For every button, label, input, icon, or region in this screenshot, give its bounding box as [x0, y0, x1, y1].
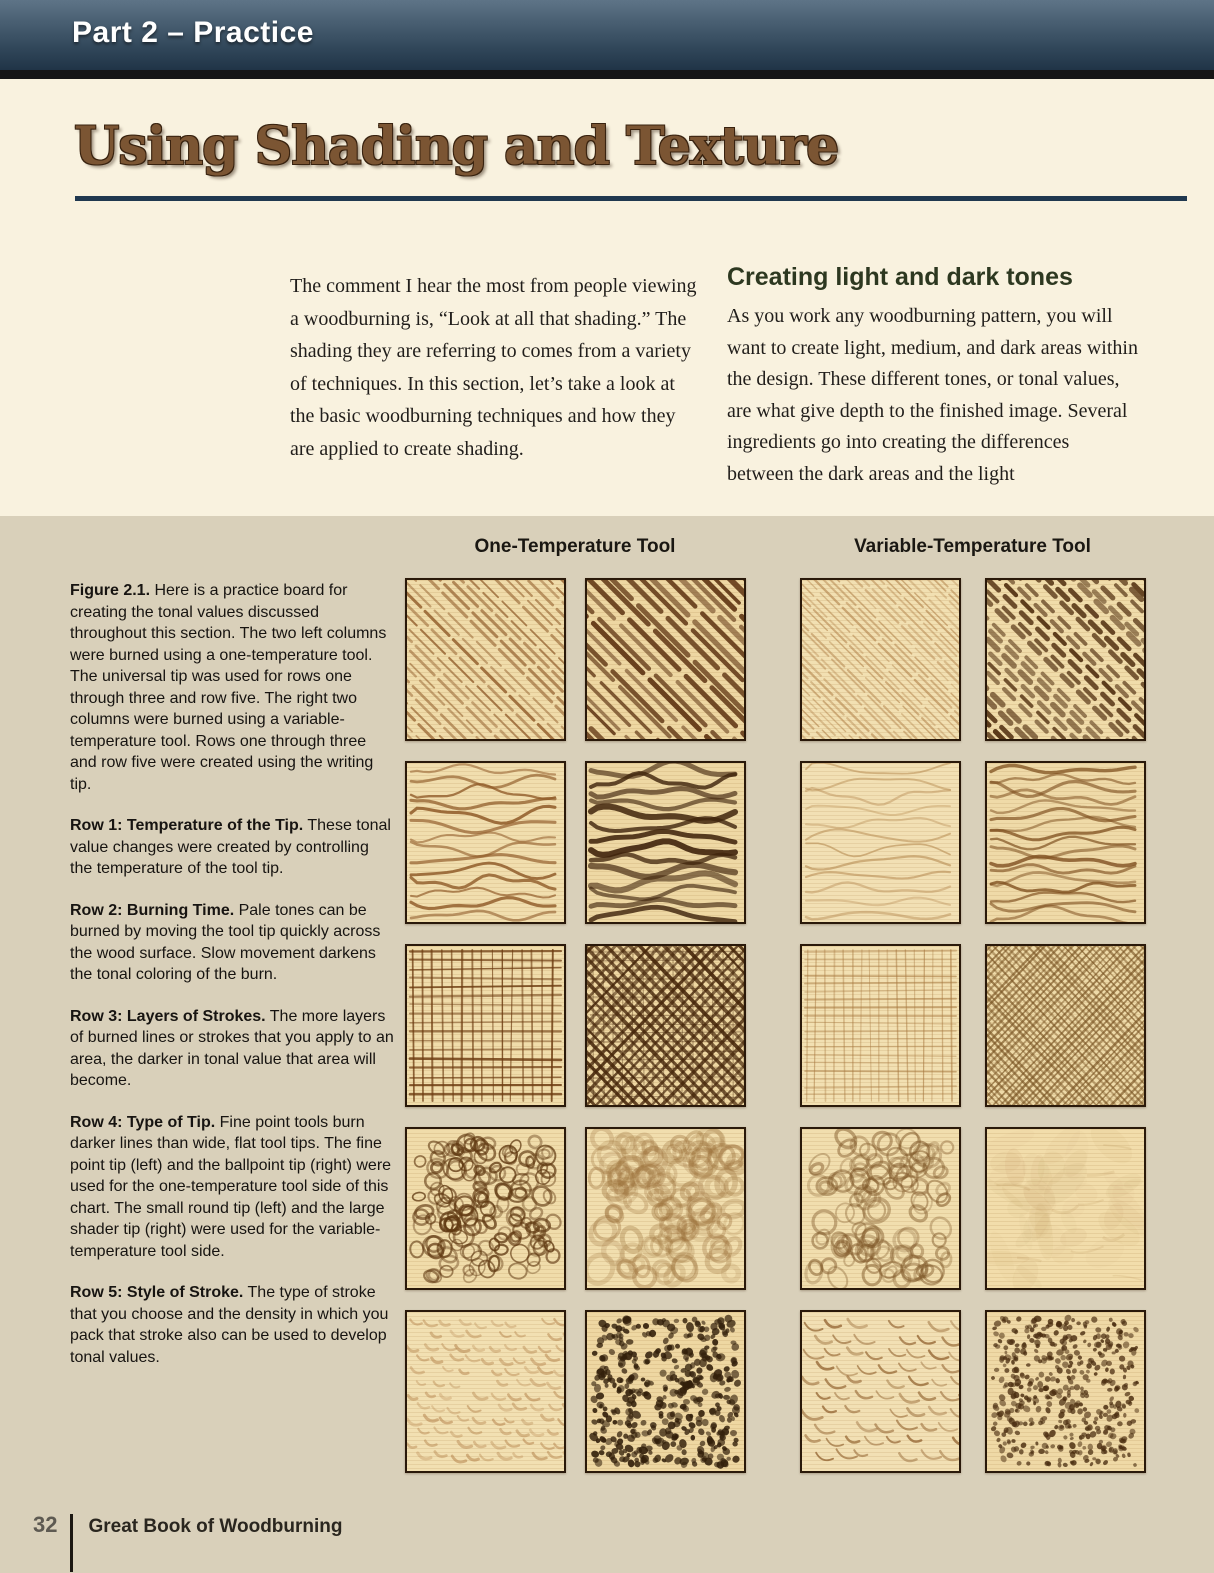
row-note-2	[70, 900, 395, 986]
figure-caption-text: Here is a practice board for creating the tonal values discussed throughout this section. The two left columns were burned using a one-temperature tool. The universal tip was used for rows one through three and row five. The right two columns were burned using a variable-temperature tool. Rows one through three and row five were created using the writing tip.	[70, 582, 387, 793]
row-note-3-lead: Row 3: Layers of Strokes.	[70, 1007, 266, 1025]
row-note-1	[70, 815, 395, 880]
intro-right-paragraph: As you work any woodburning pattern, you will want to create light, medium, and dark areas within the design. These different tones, or tonal values, are what give depth to the finished image. Several ingredients go into creating the differences between the dark areas and the light	[727, 305, 1138, 485]
texture-swatch-r3-c3	[800, 944, 961, 1107]
part-banner	[0, 0, 1214, 70]
texture-swatch-r1-c3	[800, 578, 961, 741]
texture-swatch-r2-c1	[405, 761, 566, 924]
title-underline	[75, 196, 1187, 201]
column-header-one-temperature: One-Temperature Tool	[474, 536, 676, 557]
swatch-grid-variable-temperature	[800, 578, 1146, 1473]
intro-right-column	[727, 263, 1139, 491]
footer-divider	[70, 1514, 73, 1572]
row-note-5-text: The type of stroke that you choose and the density in which you pack that stroke also can be used to develop tonal values.	[70, 1284, 389, 1366]
row-note-1-text: These tonal value changes were created by controlling the temperature of the tool tip.	[70, 817, 391, 877]
row-note-4-lead: Row 4: Type of Tip.	[70, 1113, 216, 1131]
texture-swatch-r1-c2	[585, 578, 746, 741]
texture-swatch-r4-c1	[405, 1127, 566, 1290]
row-note-1-lead: Row 1: Temperature of the Tip.	[70, 817, 304, 834]
row-note-2-lead: Row 2: Burning Time.	[70, 901, 235, 919]
figure-caption-lead: Figure 2.1.	[70, 582, 151, 599]
swatch-grid-one-temperature	[405, 578, 746, 1473]
intro-left-paragraph: The comment I hear the most from people viewing a woodburning is, “Look at all that shading.” The shading they are referring to comes from a variety of techniques. In this section, let’s take a look at the basic woodburning techniques and how they are applied to create shading.	[290, 275, 697, 460]
texture-swatch-r3-c4	[985, 944, 1146, 1107]
book-title: Great Book of Woodburning	[88, 1516, 343, 1537]
row-note-2-text: Pale tones can be burned by moving the tool tip quickly across the wood surface. Slow movement darkens the tonal coloring of the burn.	[70, 901, 381, 983]
figure-caption-column	[70, 580, 395, 1388]
row-note-5	[70, 1282, 395, 1368]
banner-strip	[0, 70, 1214, 79]
texture-swatch-r5-c3	[800, 1310, 961, 1473]
page-number: 32	[33, 1512, 58, 1537]
row-note-4-text: Fine point tools burn darker lines than wide, flat tool tips. The fine point tip (left) and the ballpoint tip (right) were used for the one-temperature tool side of this chart. The small round tip (left) and the large shader tip (right) were used for the variable-temperature tool side.	[70, 1113, 392, 1260]
texture-swatch-r5-c1	[405, 1310, 566, 1473]
row-note-3-text: The more layers of burned lines or strokes that you apply to an area, the darker in tonal value that area will become.	[70, 1007, 394, 1089]
row-note-3	[70, 1006, 395, 1092]
texture-swatch-r2-c4	[985, 761, 1146, 924]
row-note-4	[70, 1112, 395, 1263]
texture-swatch-r2-c3	[800, 761, 961, 924]
part-banner-label: Part 2 – Practice	[72, 16, 314, 49]
texture-swatch-r4-c3	[800, 1127, 961, 1290]
row-note-5-lead: Row 5: Style of Stroke.	[70, 1284, 244, 1301]
texture-swatch-r5-c2	[585, 1310, 746, 1473]
texture-swatch-r3-c2	[585, 944, 746, 1107]
texture-swatch-r3-c1	[405, 944, 566, 1107]
texture-swatch-r1-c4	[985, 578, 1146, 741]
figure-section	[0, 516, 1214, 1573]
page-title: Using Shading and Texture	[74, 116, 839, 177]
column-header-variable-temperature: Variable-Temperature Tool	[854, 536, 1091, 557]
section-heading: Creating light and dark tones	[727, 263, 1073, 291]
footer	[33, 1512, 343, 1572]
figure-caption	[70, 580, 395, 795]
texture-swatch-r1-c1	[405, 578, 566, 741]
texture-swatch-r2-c2	[585, 761, 746, 924]
texture-swatch-r5-c4	[985, 1310, 1146, 1473]
texture-swatch-r4-c2	[585, 1127, 746, 1290]
texture-swatch-r4-c4	[985, 1127, 1146, 1290]
